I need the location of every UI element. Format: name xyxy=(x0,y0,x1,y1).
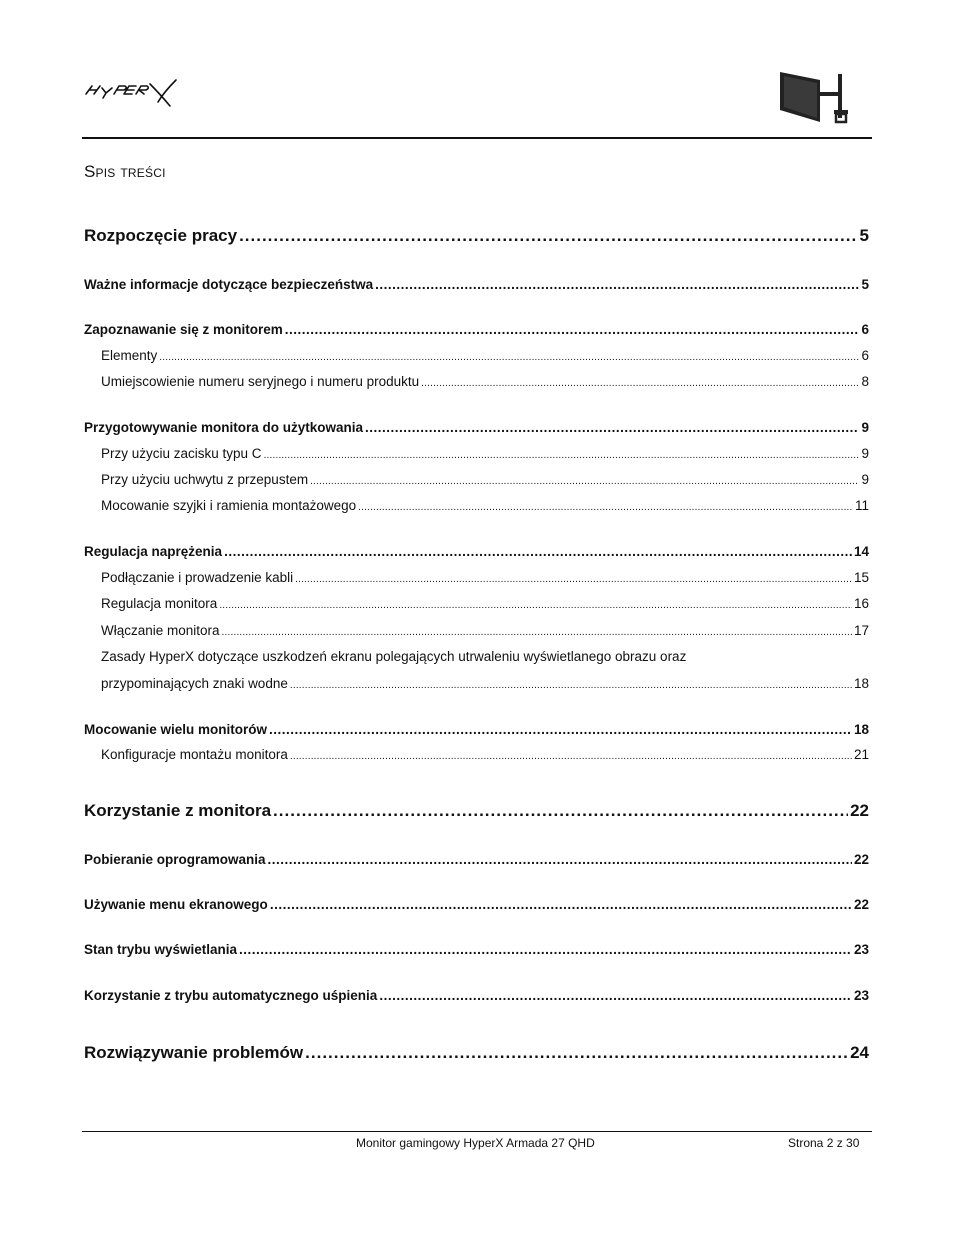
toc-entry-label: przypominających znaki wodne xyxy=(101,676,288,691)
toc-entry-label: Ważne informacje dotyczące bezpieczeństwa xyxy=(84,277,374,292)
toc-entry-page: 18 xyxy=(853,722,869,737)
toc-entry-page: 23 xyxy=(853,942,869,957)
toc-entry-page: 14 xyxy=(853,544,869,559)
dot-leader xyxy=(268,852,852,867)
toc-entry-page: 6 xyxy=(861,322,869,337)
dot-leader xyxy=(421,374,859,389)
dot-leader xyxy=(273,801,848,821)
hyperx-logo xyxy=(84,76,184,112)
toc-entry-page: 11 xyxy=(854,498,869,513)
toc-entry[interactable] xyxy=(84,1043,869,1063)
toc-entry[interactable] xyxy=(84,498,869,513)
toc-entry-page: 6 xyxy=(861,348,869,363)
toc-entry-label: Konfiguracje montażu monitora xyxy=(101,747,288,762)
dot-leader xyxy=(224,544,852,559)
toc-entry[interactable] xyxy=(84,596,869,611)
dot-leader xyxy=(290,676,852,691)
toc-entry-label: Zapoznawanie się z monitorem xyxy=(84,322,283,337)
monitor-arm-icon xyxy=(778,70,854,126)
toc-entry-page: 22 xyxy=(850,801,869,820)
toc-entry-label: Pobieranie oprogramowania xyxy=(84,852,266,867)
toc-entry-page: 22 xyxy=(853,897,869,912)
toc-entry-label: Korzystanie z monitora xyxy=(84,801,272,820)
toc-entry[interactable] xyxy=(84,801,869,821)
toc-entry-label: Rozwiązywanie problemów xyxy=(84,1043,304,1062)
toc-entry-page: 22 xyxy=(853,852,869,867)
toc-entry[interactable] xyxy=(84,897,869,912)
footer-rule xyxy=(82,1131,872,1132)
toc-entry[interactable] xyxy=(84,420,869,435)
toc-entry-label: Regulacja monitora xyxy=(101,596,218,611)
dot-leader xyxy=(219,596,852,611)
dot-leader xyxy=(295,570,852,585)
toc-entry[interactable] xyxy=(84,348,869,363)
toc-entry-page: 21 xyxy=(853,747,869,762)
toc-entry-label: Mocowanie wielu monitorów xyxy=(84,722,268,737)
toc-entry-label: Włączanie monitora xyxy=(101,623,220,638)
dot-leader xyxy=(358,498,853,513)
toc-entry[interactable] xyxy=(84,852,869,867)
toc-entry-label: Umiejscowienie numeru seryjnego i numeru produktu xyxy=(101,374,420,389)
toc-entry[interactable] xyxy=(84,446,869,461)
toc-entry-page: 15 xyxy=(853,570,869,585)
dot-leader xyxy=(379,988,852,1003)
toc-entry-label: Przygotowywanie monitora do użytkowania xyxy=(84,420,364,435)
toc-entry[interactable] xyxy=(84,676,869,691)
toc-entry-label: Rozpoczęcie pracy xyxy=(84,226,238,245)
toc-entry-page: 18 xyxy=(853,676,869,691)
toc-entry-label: Podłączanie i prowadzenie kabli xyxy=(101,570,294,585)
toc-entry-page: 9 xyxy=(861,420,869,435)
toc-entry-label: Używanie menu ekranowego xyxy=(84,897,268,912)
toc-entry-page: 5 xyxy=(859,226,869,245)
toc-entry-label: Przy użyciu uchwytu z przepustem xyxy=(101,472,309,487)
toc-entry-page: 16 xyxy=(853,596,869,611)
dot-leader xyxy=(365,420,859,435)
dot-leader xyxy=(310,472,859,487)
header-rule xyxy=(82,137,872,139)
dot-leader xyxy=(269,722,852,737)
toc-entry-label: Regulacja naprężenia xyxy=(84,544,223,559)
toc-entry[interactable] xyxy=(84,277,869,292)
toc-entry[interactable] xyxy=(84,747,869,762)
dot-leader xyxy=(239,226,857,246)
toc-entry-page: 24 xyxy=(850,1043,869,1062)
toc-entry-page: 17 xyxy=(853,623,869,638)
dot-leader xyxy=(239,942,852,957)
toc-entry-page: 9 xyxy=(861,472,869,487)
toc-entry-label: Elementy xyxy=(101,348,158,363)
toc-entry-page: 9 xyxy=(861,446,869,461)
toc-entry-label: Mocowanie szyjki i ramienia montażowego xyxy=(101,498,357,513)
toc-entry[interactable] xyxy=(84,226,869,246)
toc-entry[interactable] xyxy=(84,374,869,389)
page-title: Spis treści xyxy=(84,162,166,181)
toc-entry-label: Stan trybu wyświetlania xyxy=(84,942,238,957)
toc-entry-page: 8 xyxy=(861,374,869,389)
dot-leader xyxy=(270,897,852,912)
toc-entry-label: Przy użyciu zacisku typu C xyxy=(101,446,262,461)
toc-entry[interactable] xyxy=(84,570,869,585)
toc-entry[interactable] xyxy=(84,322,869,337)
dot-leader xyxy=(222,623,852,638)
dot-leader xyxy=(159,348,859,363)
dot-leader xyxy=(264,446,860,461)
toc-entry[interactable] xyxy=(84,988,869,1003)
toc-entry[interactable] xyxy=(84,472,869,487)
footer-page-info: Strona 2 z 30 xyxy=(788,1136,860,1150)
toc-entry-label-line1[interactable]: Zasady HyperX dotyczące uszkodzeń ekranu polegających utrwaleniu wyświetlanego obrazu oraz xyxy=(101,649,687,664)
dot-leader xyxy=(375,277,859,292)
dot-leader xyxy=(290,747,852,762)
dot-leader xyxy=(285,322,860,337)
footer-doc-title: Monitor gamingowy HyperX Armada 27 QHD xyxy=(356,1136,595,1150)
toc-entry[interactable] xyxy=(84,544,869,559)
toc-entry-page: 5 xyxy=(861,277,869,292)
toc-entry-label: Korzystanie z trybu automatycznego uśpienia xyxy=(84,988,378,1003)
toc-entry[interactable] xyxy=(84,722,869,737)
toc-entry[interactable] xyxy=(84,623,869,638)
toc-entry-page: 23 xyxy=(853,988,869,1003)
toc-entry[interactable] xyxy=(84,942,869,957)
dot-leader xyxy=(305,1043,848,1063)
